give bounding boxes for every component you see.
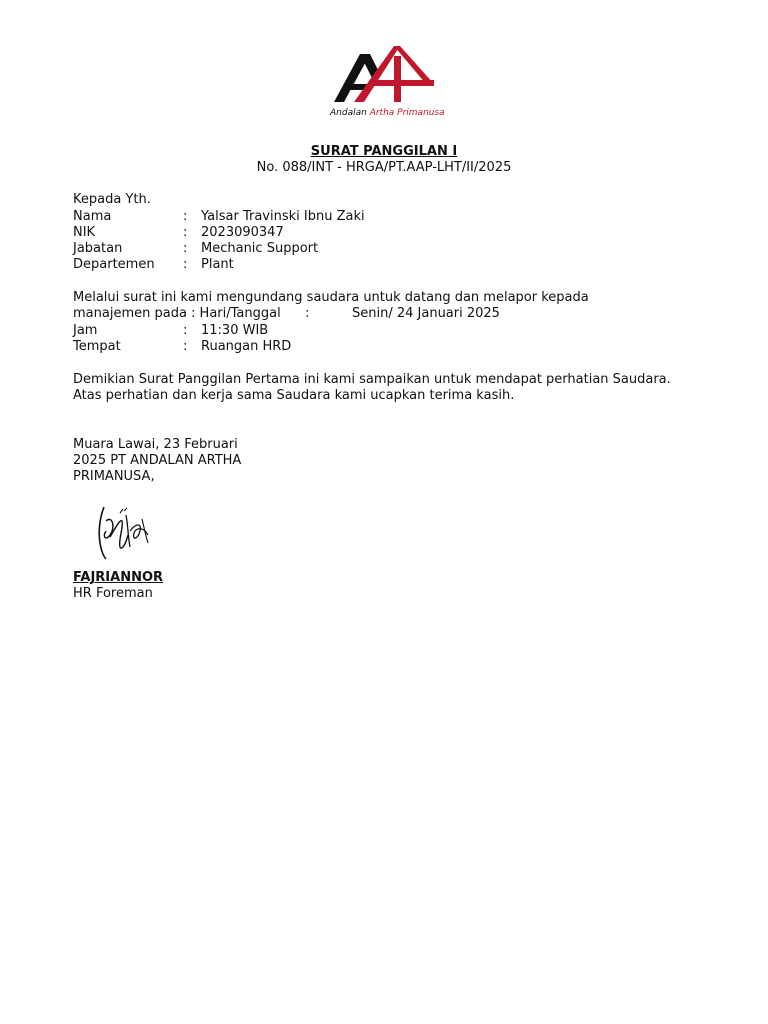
company-logo [330,40,445,122]
field-colon: : [183,209,188,224]
field-label: Nama [73,209,112,224]
aap-logo-mark-icon [330,40,440,106]
closing-line-1: Demikian Surat Panggilan Pertama ini kami sampaikan untuk mendapat perhatian Saudara. [73,372,671,387]
place-date-line-3: PRIMANUSA, [73,469,155,484]
logo-caption-accent: Artha Primanusa [369,108,445,118]
intro-line-1: Melalui surat ini kami mengundang saudara untuk datang dan melapor kepada [73,290,589,305]
field-label: Jabatan [73,241,123,256]
closing-line-2: Atas perhatian dan kerja sama Saudara kami ucapkan terima kasih. [73,388,515,403]
intro-line-2-prefix: manajemen pada : Hari/Tanggal [73,306,281,321]
field-colon: : [183,241,188,256]
place-date-line-1: Muara Lawai, 23 Februari [73,437,238,452]
field-colon: : [183,323,188,338]
field-label: Tempat [73,339,121,354]
field-colon: : [183,339,188,354]
place-date-line-2: 2025 PT ANDALAN ARTHA [73,453,242,468]
logo-caption [330,108,445,118]
signer-name: FAJRIANNOR [73,570,164,585]
field-value: Mechanic Support [201,241,319,256]
field-value: Yalsar Travinski Ibnu Zaki [201,209,365,224]
field-value: Ruangan HRD [201,339,292,354]
letter-title: SURAT PANGGILAN I [310,144,458,159]
field-colon: : [183,225,188,240]
signer-role: HR Foreman [73,586,153,601]
field-label: Departemen [73,257,155,272]
field-value: Plant [201,257,234,272]
logo-caption-plain: Andalan [330,108,367,118]
field-value: 11:30 WIB [201,323,269,338]
greeting: Kepada Yth. [73,192,151,207]
intro-line-2-value: Senin/ 24 Januari 2025 [352,306,500,321]
handwritten-signature-icon [90,497,160,563]
intro-line-2-colon: : [305,306,310,321]
field-label: NIK [73,225,96,240]
field-value: 2023090347 [201,225,284,240]
signature-image [90,497,160,563]
field-label: Jam [73,323,98,338]
letter-number: No. 088/INT - HRGA/PT.AAP-LHT/II/2025 [256,160,512,175]
field-colon: : [183,257,188,272]
